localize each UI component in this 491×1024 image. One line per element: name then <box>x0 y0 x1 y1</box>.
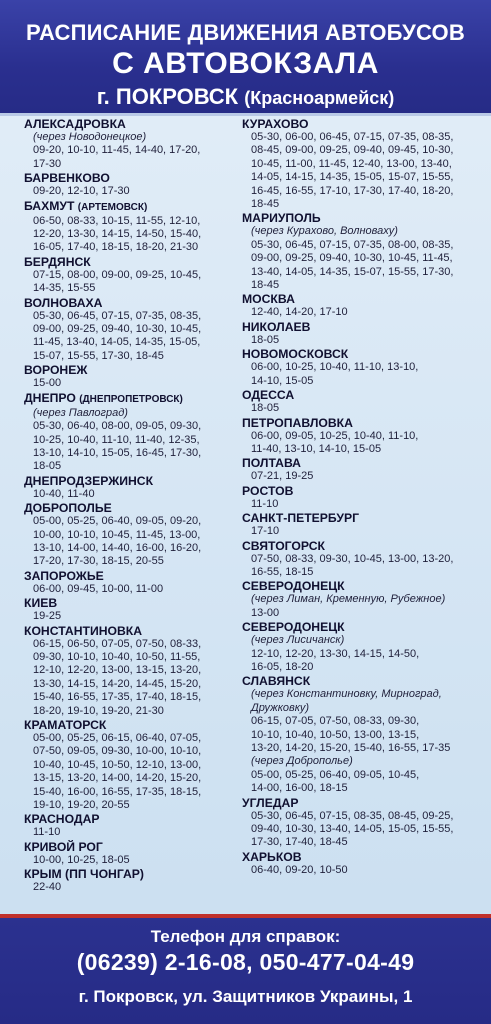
departure-times: 05-00, 05-25, 06-40, 09-05, 10-45, 14-00, 16-00, 18-15 <box>251 768 420 795</box>
destination-city <box>242 388 482 402</box>
footer-phone-numbers: (06239) 2-16-08, 050-477-04-49 <box>76 949 415 975</box>
destination-city <box>242 674 482 688</box>
destination-city <box>24 624 236 638</box>
destination-city <box>242 539 482 553</box>
destination-city-name: КРИВОЙ РОГ <box>24 839 103 854</box>
departure-times: 05-30, 06-45, 07-15, 07-35, 08-35, 09-00, 09-25, 09-40, 10-30, 10-45, 11-45, 13-40, 14-05, 14-35, 15-05, 15-07, 15-55, 17-30, 18-45 <box>33 309 202 362</box>
departure-times: 18-05 <box>251 333 280 346</box>
destination-city <box>242 292 482 306</box>
destination-city <box>24 117 236 131</box>
destination-city-name: САНКТ-ПЕТЕРБУРГ <box>242 511 360 526</box>
destination-city-name: СЛАВЯНСК <box>242 674 311 689</box>
departure-times: 06-00, 10-25, 10-40, 11-10, 13-10, 14-10, 15-05 <box>251 361 419 387</box>
departure-times: 05-30, 06-45, 07-15, 08-35, 08-45, 09-25, 09-40, 10-30, 13-40, 14-05, 15-05, 15-55, 17-30, 17-40, 18-45 <box>251 809 454 849</box>
destination-city-name: СВЯТОГОРСК <box>242 538 325 553</box>
route-via: (через Константиновку, Мирноград, Дружковку) <box>251 688 442 714</box>
departure-times: 11-10 <box>251 497 279 510</box>
footer-phone-label: Телефон для справок: <box>150 927 341 946</box>
destination-city <box>24 363 236 377</box>
departure-times: 09-20, 10-10, 11-45, 14-40, 17-20, 17-30 <box>33 144 201 170</box>
destination-entry <box>24 363 236 390</box>
departure-times: 07-15, 08-00, 09-00, 09-25, 10-45, 14-35, 15-55 <box>33 268 202 295</box>
destination-entry <box>24 624 236 718</box>
destination-city-name: АЛЕКСАДРОВКА <box>24 117 126 131</box>
destination-city <box>24 391 236 407</box>
header-city <box>0 84 491 110</box>
destination-city <box>242 347 482 361</box>
destination-entry <box>242 850 482 877</box>
departure-times: 06-00, 09-45, 10-00, 11-00 <box>33 582 164 595</box>
destination-entry <box>24 501 236 569</box>
schedule-columns <box>0 117 491 914</box>
destination-city <box>24 867 236 881</box>
destination-entry <box>24 812 236 839</box>
departure-times: 07-50, 08-33, 09-30, 10-45, 13-00, 13-20, 16-55, 18-15 <box>251 552 454 578</box>
route-via: (через Доброполье) <box>251 755 353 768</box>
schedule-column-left <box>24 117 236 895</box>
departure-times: 12-10, 12-20, 13-30, 14-15, 14-50, 16-05, 18-20 <box>251 647 420 673</box>
destination-city <box>24 255 236 269</box>
destination-entry <box>242 796 482 850</box>
destination-city-name: СЕВЕРОДОНЕЦК <box>242 579 345 594</box>
destination-entry <box>24 474 236 501</box>
destination-city <box>24 569 236 583</box>
departure-times: 06-15, 06-50, 07-05, 07-50, 08-33, 09-30, 10-10, 10-40, 10-50, 11-55, 12-10, 12-20, 13-00, 13-15, 13-20, 13-30, 14-15, 14-20, 14-45, 15-20, 15-40, 16-55, 17-35, 17-40, 18-15, 18-20, 19-10, 19-20, 21-30 <box>33 637 202 717</box>
destination-city-name: БЕРДЯНСК <box>24 254 91 269</box>
schedule-column-right <box>242 117 482 877</box>
destination-city-name: ДОБРОПОЛЬЕ <box>24 501 112 516</box>
destination-entry <box>242 347 482 388</box>
departure-times: 05-30, 06-00, 06-45, 07-15, 07-35, 08-35, 08-45, 09-00, 09-25, 09-40, 09-45, 10-30, 10-45, 11-00, 11-45, 12-40, 13-00, 13-40, 14-05, 14-15, 14-35, 15-05, 15-07, 15-55, 16-45, 16-55, 17-10, 17-30, 17-40, 18-20, 18-45 <box>251 131 454 211</box>
destination-city-name: МОСКВА <box>242 292 295 307</box>
destination-entry <box>242 620 482 674</box>
departure-times: 17-10 <box>251 525 280 538</box>
destination-city-name: ВОЛНОВАХА <box>24 295 103 310</box>
destination-entry <box>24 840 236 867</box>
destination-entry <box>24 296 236 364</box>
departure-times: 12-40, 14-20, 17-10 <box>251 306 348 319</box>
destination-city-name: ДНЕПРОДЗЕРЖИНСК <box>24 473 154 488</box>
destination-entry <box>242 211 482 292</box>
destination-city <box>242 620 482 634</box>
destination-city-name: ПЕТРОПАВЛОВКА <box>242 415 353 430</box>
destination-entry <box>242 416 482 457</box>
departure-times: 11-10 <box>33 826 61 839</box>
route-via: (через Курахово, Волноваху) <box>251 225 398 238</box>
departure-times: 05-30, 06-40, 08-00, 09-05, 09-30, 10-25, 10-40, 11-10, 11-40, 12-35, 13-10, 14-10, 15-05, 16-45, 17-30, 18-05 <box>33 420 202 473</box>
destination-city <box>242 511 482 525</box>
destination-city-name: МАРИУПОЛЬ <box>242 211 321 226</box>
destination-entry <box>24 255 236 296</box>
destination-city-name: ПОЛТАВА <box>242 456 301 471</box>
destination-city-name: БАХМУТ <box>24 198 75 213</box>
destination-city <box>242 484 482 498</box>
destination-city <box>242 211 482 225</box>
destination-city-alt-name: (ДНЕПРОПЕТРОВСК) <box>79 393 183 405</box>
destination-entry <box>242 579 482 620</box>
destination-city <box>242 320 482 334</box>
destination-city <box>24 718 236 732</box>
footer-address: г. Покровск, ул. Защитников Украины, 1 <box>78 987 413 1006</box>
destination-entry <box>24 171 236 198</box>
destination-city <box>24 501 236 515</box>
destination-city-name: ОДЕССА <box>242 388 295 403</box>
destination-entry <box>24 867 236 894</box>
departure-times: 05-00, 05-25, 06-15, 06-40, 07-05, 07-50, 09-05, 09-30, 10-00, 10-10, 10-40, 10-45, 10-50, 12-10, 13-00, 13-15, 13-20, 14-00, 14-20, 15-20, 15-40, 16-00, 16-55, 17-35, 18-15, 19-10, 19-20, 20-55 <box>33 732 202 812</box>
departure-times: 10-00, 10-25, 18-05 <box>33 853 130 866</box>
departure-times: 06-40, 09-20, 10-50 <box>251 863 348 876</box>
departure-times: 15-00 <box>33 377 62 390</box>
destination-city-name: КРАСНОДАР <box>24 812 100 827</box>
departure-times: 18-05 <box>251 402 280 415</box>
route-via: (через Лисичанск) <box>251 634 345 647</box>
destination-entry <box>242 484 482 511</box>
departure-times: 06-00, 09-05, 10-25, 10-40, 11-10, 11-40, 13-10, 14-10, 15-05 <box>251 429 419 455</box>
destination-city <box>242 416 482 430</box>
destination-city-name: КРЫМ (ПП ЧОНГАР) <box>24 867 144 882</box>
departure-times: 07-21, 19-25 <box>251 470 314 483</box>
destination-city-name: КУРАХОВО <box>242 117 309 131</box>
destination-city-name: ВОРОНЕЖ <box>24 363 88 378</box>
destination-entry <box>24 199 236 255</box>
departure-times: 06-50, 08-33, 10-15, 11-55, 12-10, 12-20, 13-30, 14-15, 14-50, 15-40, 16-05, 17-40, 18-15, 18-20, 21-30 <box>33 214 202 254</box>
destination-entry <box>242 674 482 795</box>
footer-banner <box>0 914 491 1024</box>
destination-entry <box>242 117 482 211</box>
destination-entry <box>24 391 236 474</box>
destination-entry <box>242 456 482 483</box>
header-city-old-name: (Красноармейск) <box>244 88 395 108</box>
destination-city <box>24 199 236 215</box>
destination-city <box>242 850 482 864</box>
destination-entry <box>24 596 236 623</box>
destination-city-name: КОНСТАНТИНОВКА <box>24 623 143 638</box>
destination-entry <box>242 320 482 347</box>
destination-city <box>242 579 482 593</box>
destination-entry <box>242 511 482 538</box>
destination-city-name: НИКОЛАЕВ <box>242 319 311 334</box>
header-title: РАСПИСАНИЕ ДВИЖЕНИЯ АВТОБУСОВ <box>26 20 465 45</box>
destination-entry <box>24 569 236 596</box>
departure-times: 09-20, 12-10, 17-30 <box>33 185 130 198</box>
destination-city <box>24 171 236 185</box>
departure-times: 22-40 <box>33 881 62 894</box>
route-via: (через Новодонецкое) <box>33 131 147 143</box>
departure-times: 05-00, 05-25, 06-40, 09-05, 09-20, 10-00, 10-10, 10-45, 11-45, 13-00, 13-10, 14-00, 14-40, 16-00, 16-20, 17-20, 17-30, 18-15, 20-55 <box>33 515 202 568</box>
destination-city-name: СЕВЕРОДОНЕЦК <box>242 620 345 635</box>
destination-city-name: КРАМАТОРСК <box>24 718 107 732</box>
destination-city <box>24 474 236 488</box>
destination-entry <box>24 718 236 812</box>
destination-city <box>242 117 482 131</box>
destination-city <box>24 812 236 826</box>
destination-city <box>242 456 482 470</box>
destination-city <box>242 796 482 810</box>
departure-times: 06-15, 07-05, 07-50, 08-33, 09-30, 10-10, 10-40, 10-50, 13-00, 13-15, 13-20, 14-20, 15-20, 15-40, 16-55, 17-35 <box>251 715 451 754</box>
destination-city-name: ХАРЬКОВ <box>242 849 302 864</box>
route-via: (через Павлоград) <box>33 406 128 419</box>
header-city-name: г. ПОКРОВСК <box>96 84 239 109</box>
route-via: (через Лиман, Кременную, Рубежное) <box>251 593 446 606</box>
destination-city-name: КИЕВ <box>24 596 58 611</box>
destination-city-name: ДНЕПРО <box>24 390 76 405</box>
destination-city-name: РОСТОВ <box>242 483 294 498</box>
departure-times: 05-30, 06-45, 07-15, 07-35, 08-00, 08-35, 09-00, 09-25, 09-40, 10-30, 10-45, 11-45, 13-40, 14-05, 14-35, 15-07, 15-55, 17-30, 18-45 <box>251 238 454 292</box>
destination-city-name: УГЛЕДАР <box>242 795 299 810</box>
destination-entry <box>242 539 482 580</box>
departure-times: 13-00 <box>251 606 280 619</box>
destination-city-name: ЗАПОРОЖЬЕ <box>24 568 104 583</box>
destination-city <box>24 596 236 610</box>
destination-city <box>24 296 236 310</box>
departure-times: 19-25 <box>33 610 62 623</box>
destination-city-name: БАРВЕНКОВО <box>24 171 110 186</box>
header-banner <box>0 0 491 116</box>
destination-entry <box>242 292 482 319</box>
destination-city-name: НОВОМОСКОВСК <box>242 347 349 362</box>
destination-city <box>24 840 236 854</box>
departure-times: 10-40, 11-40 <box>33 487 95 500</box>
header-subtitle: С АВТОВОКЗАЛА <box>112 47 379 80</box>
destination-city-alt-name: (АРТЕМОВСК) <box>77 201 148 213</box>
destination-entry <box>242 388 482 415</box>
destination-entry <box>24 117 236 171</box>
